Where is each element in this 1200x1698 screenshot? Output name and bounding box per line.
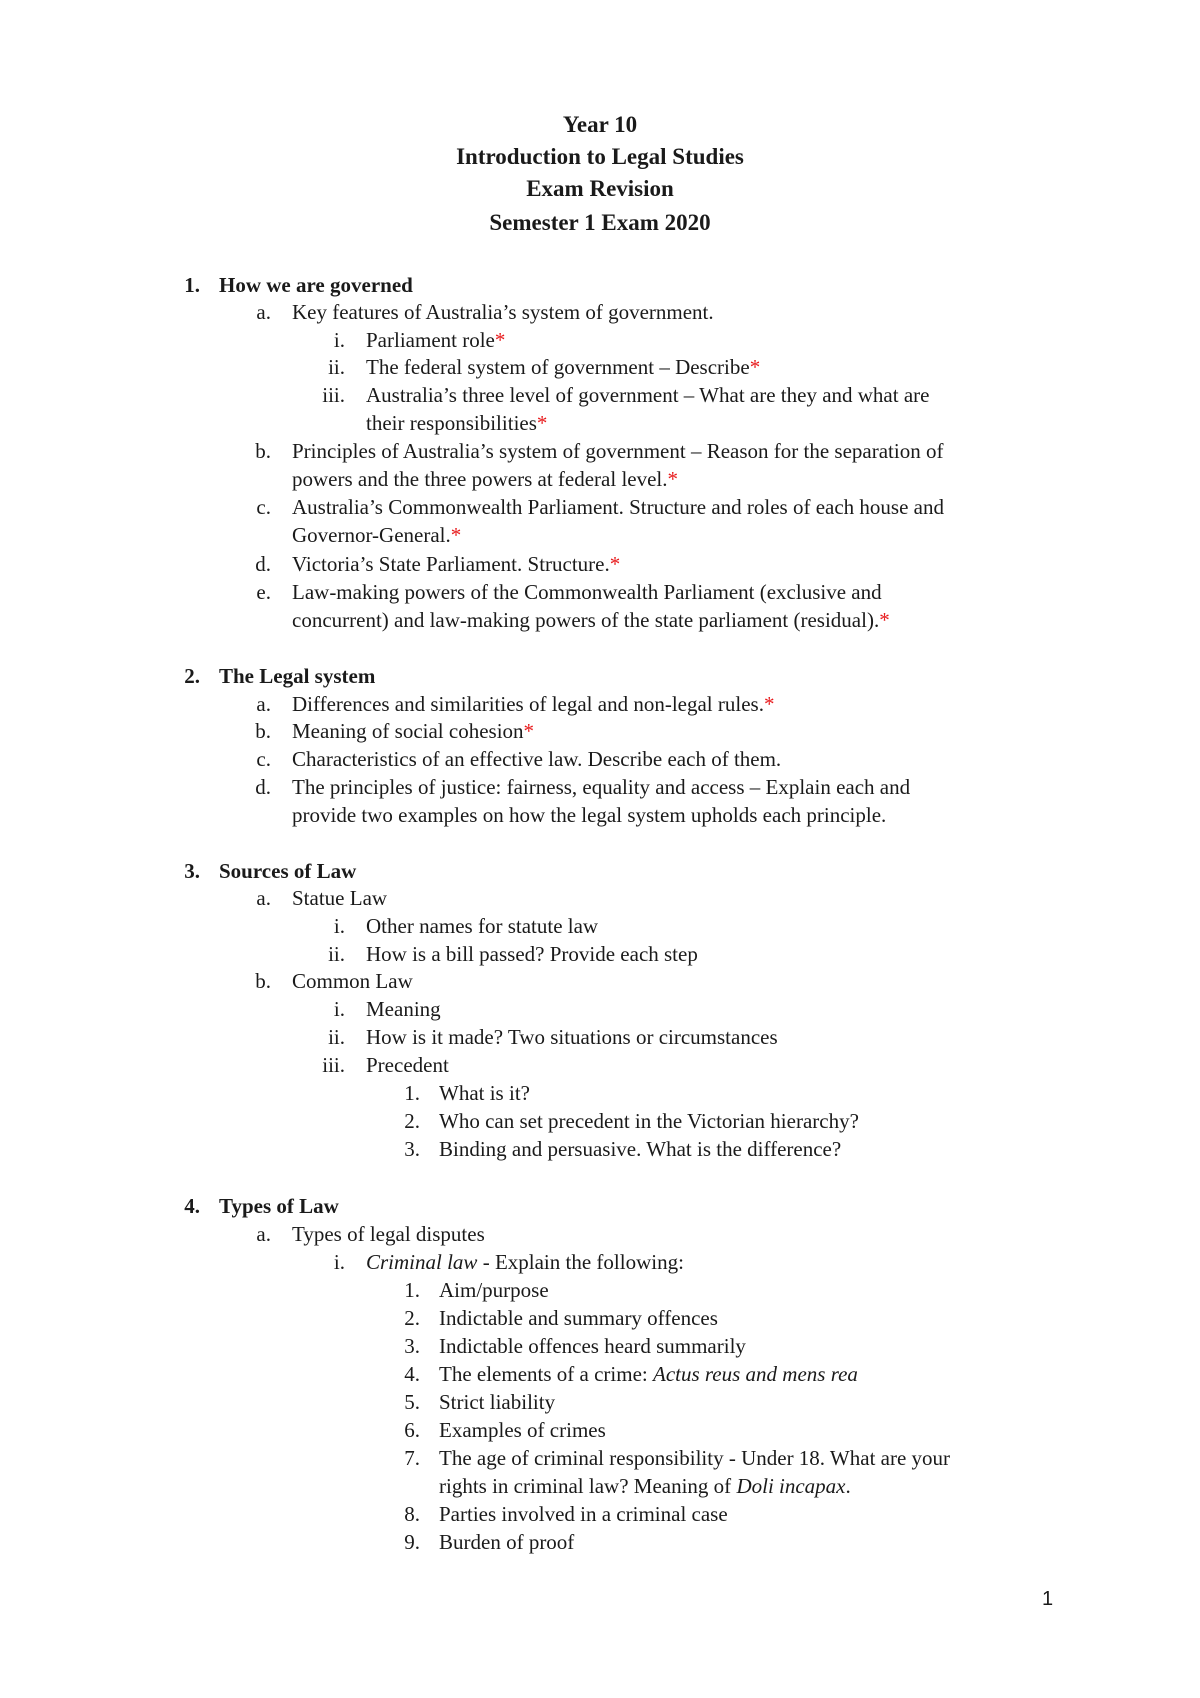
list-item: How is a bill passed? Provide each step [366,942,698,966]
list-item: Australia’s Commonwealth Parliament. Structure and roles of each house and [292,495,944,519]
list-item: Aim/purpose [439,1278,549,1302]
priority-star: * [609,552,621,576]
section-number: 2. [184,664,200,688]
list-marker: d. [255,775,271,799]
section-number: 4. [184,1194,200,1218]
list-item: What is it? [439,1081,530,1105]
list-item: Who can set precedent in the Victorian hierarchy? [439,1109,859,1133]
list-item: Other names for statute law [366,914,599,938]
list-item: Common Law [292,969,413,993]
list-marker: b. [255,439,271,463]
list-marker: ii. [328,1025,345,1049]
list-item: Meaning [366,997,441,1021]
list-marker: 1. [404,1278,420,1302]
list-marker: 4. [404,1362,420,1386]
list-marker: c. [256,495,271,519]
list-item-continuation: provide two examples on how the legal system upholds each principle. [292,803,887,827]
list-item: Parties involved in a criminal case [439,1502,728,1526]
list-marker: 2. [404,1109,420,1133]
list-marker: a. [256,300,271,324]
list-marker: 1. [404,1081,420,1105]
list-marker: 8. [404,1502,420,1526]
list-item: Meaning of social cohesion* [292,719,535,743]
priority-star: * [879,608,890,632]
list-item: Australia’s three level of government – What are they and what are [366,383,930,407]
list-marker: b. [255,969,271,993]
doc-title-year: Year 10 [562,112,638,137]
list-item: Examples of crimes [439,1418,606,1442]
list-item: Victoria’s State Parliament. Structure.* [292,552,621,576]
list-marker: 3. [404,1137,420,1161]
list-item: Criminal law - Explain the following: [366,1250,684,1274]
list-marker: ii. [328,355,345,379]
list-item: Characteristics of an effective law. Describe each of them. [292,747,782,771]
list-item: Differences and similarities of legal and non-legal rules.* [292,692,775,716]
list-item: Indictable and summary offences [439,1306,718,1330]
list-item: Principles of Australia’s system of government – Reason for the separation of [292,439,944,463]
priority-star: * [667,467,678,491]
list-item: How is it made? Two situations or circumstances [366,1025,778,1049]
list-item-continuation: their responsibilities* [366,411,548,435]
section-number: 1. [184,273,200,297]
list-marker: i. [333,997,345,1021]
doc-title-revision: Exam Revision [526,176,674,201]
italic-term: Actus reus and mens rea [653,1362,858,1386]
list-marker: a. [256,886,271,910]
list-item: Key features of Australia’s system of government. [292,300,714,324]
list-item-continuation: rights in criminal law? Meaning of Doli incapax. [439,1474,851,1498]
list-marker: 9. [404,1530,420,1554]
list-item: Statue Law [292,886,388,910]
list-marker: ii. [328,942,345,966]
list-item: The federal system of government – Describe* [366,355,761,379]
list-item: Binding and persuasive. What is the difference? [439,1137,842,1161]
list-marker: b. [255,719,271,743]
list-item: Indictable offences heard summarily [439,1334,746,1358]
doc-title-subject: Introduction to Legal Studies [456,144,744,169]
list-marker: iii. [322,383,345,407]
list-marker: 2. [404,1306,420,1330]
page-number: 1 [1042,1588,1054,1610]
section-heading: How we are governed [219,273,413,297]
list-marker: i. [333,1250,345,1274]
list-marker: i. [333,328,345,352]
priority-star: * [450,523,462,547]
list-item: Law-making powers of the Commonwealth Parliament (exclusive and [292,580,882,604]
priority-star: * [494,328,506,352]
list-item: Strict liability [439,1390,556,1414]
doc-title-semester: Semester 1 Exam 2020 [489,210,711,235]
list-item-continuation: powers and the three powers at federal level.* [292,467,678,491]
list-item-continuation: concurrent) and law-making powers of the state parliament (residual).* [292,608,890,632]
italic-term: Doli incapax [736,1474,846,1498]
italic-term: Criminal law [366,1250,478,1274]
list-marker: c. [256,747,271,771]
list-item: The elements of a crime: Actus reus and mens rea [439,1362,858,1386]
section-number: 3. [184,859,200,883]
list-marker: a. [256,1222,271,1246]
list-marker: i. [333,914,345,938]
list-item: Types of legal disputes [292,1222,485,1246]
list-marker: iii. [322,1053,345,1077]
priority-star: * [536,411,548,435]
priority-star: * [523,719,535,743]
list-marker: e. [256,580,271,604]
priority-star: * [749,355,761,379]
list-item: The age of criminal responsibility - Under 18. What are your [439,1446,951,1470]
section-heading: The Legal system [219,664,376,688]
priority-star: * [763,692,775,716]
section-heading: Sources of Law [219,859,357,883]
list-marker: a. [256,692,271,716]
list-marker: 6. [404,1418,420,1442]
list-item: The principles of justice: fairness, equality and access – Explain each and [292,775,911,799]
list-item: Parliament role* [366,328,506,352]
list-item: Precedent [366,1053,449,1077]
list-marker: 7. [404,1446,420,1470]
list-marker: 5. [404,1390,420,1414]
list-item-continuation: Governor-General.* [292,523,462,547]
list-marker: d. [255,552,271,576]
list-marker: 3. [404,1334,420,1358]
section-heading: Types of Law [219,1194,339,1218]
list-item: Burden of proof [439,1530,575,1554]
